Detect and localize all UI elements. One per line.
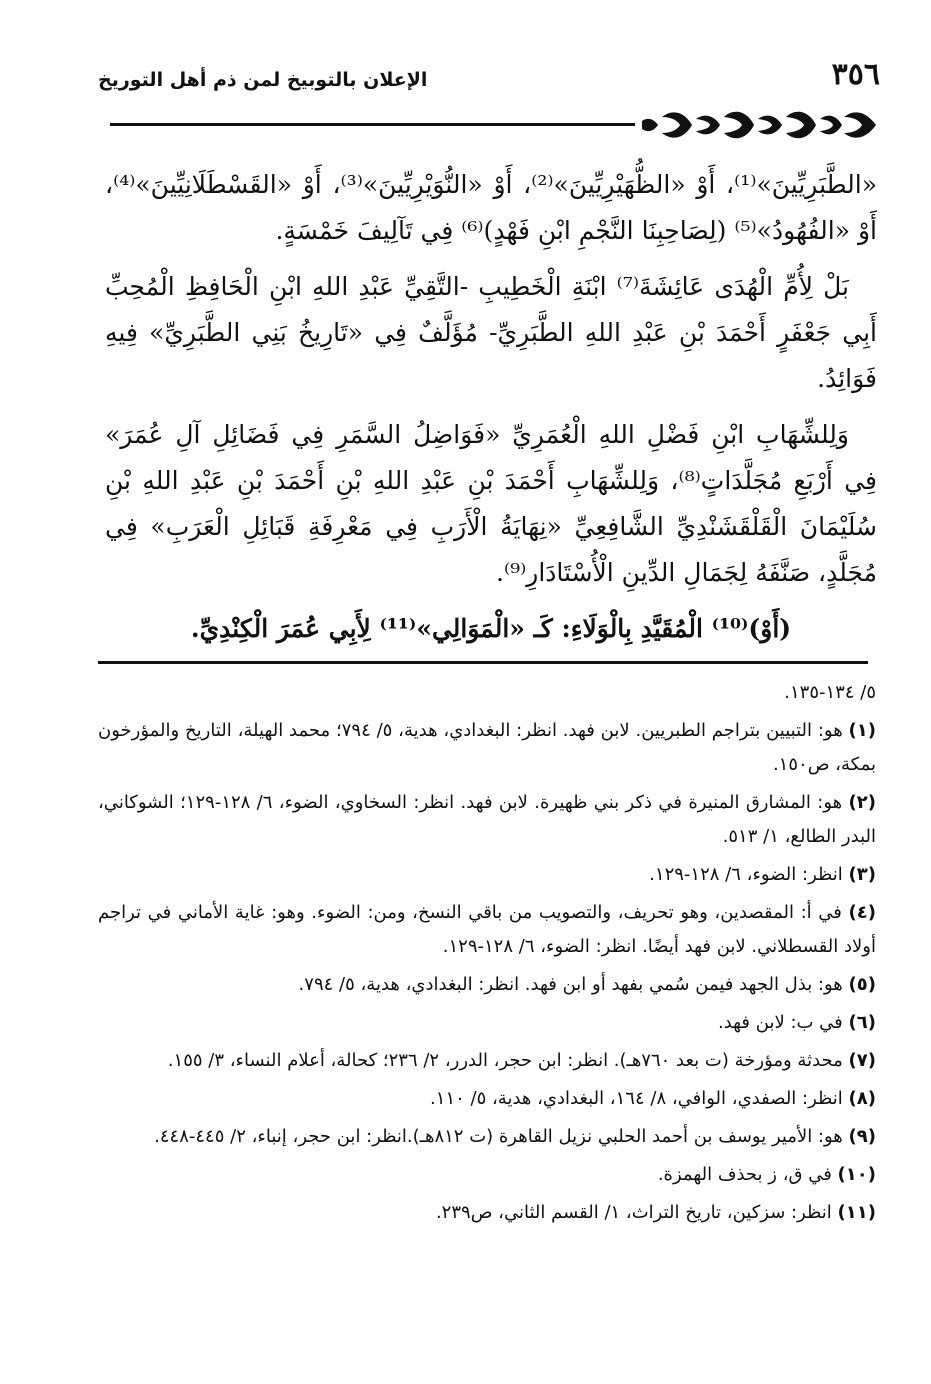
footnote-number: (١٠) — [837, 1164, 876, 1185]
footnote — [98, 1044, 876, 1078]
footnote — [98, 1006, 876, 1040]
footnote — [98, 1158, 876, 1192]
footnote-carryover: ٥/ ١٣٤-١٣٥. — [784, 682, 876, 703]
footnote-number: (٨) — [848, 1088, 876, 1109]
body-paragraph: وَلِلشِّهَابِ ابْنِ فَضْلِ اللهِ الْعُمَرِيِّ «فَوَاضِلُ السَّمَرِ فِي فَضَائِلِ آلِ عُمَرَ» فِي أَرْبَعِ مُجَلَّدَاتٍ⁽⁸⁾، وَلِلشِّهَابِ أَحْمَدَ بْنِ عَبْدِ اللهِ بْنِ أَحْمَدَ بْنِ عَبْدِ اللهِ بْنِ سُلَيْمَانَ الْقَلْقَشَنْدِيِّ الشَّافِعِيِّ «نِهَايَةُ الْأَرَبِ فِي مَعْرِفَةِ قَبَائِلِ الْعَرَبِ» فِي مُجَلَّدٍ، صَنَّفَهُ لِجَمَالِ الدِّينِ الْأُسْتَادَارِ⁽⁹⁾. — [105, 420, 877, 587]
footnote — [98, 896, 876, 964]
footnote-number: (٣) — [848, 864, 876, 885]
footnote-text: في ب: لابن فهد. — [717, 1012, 843, 1033]
body-paragraph: «الطَّبَرِيِّينَ»⁽¹⁾، أَوْ «الظُّهَيْرِيِّينَ»⁽²⁾، أَوْ «النُّوَيْرِيِّينَ»⁽³⁾، أَوْ «القَسْطَلَانِيِّينَ»⁽⁴⁾، أَوْ «الفُهُودُ»⁽⁵⁾ (لِصَاحِبِنَا النَّجْمِ ابْنِ فَهْدٍ)⁽⁶⁾ فِي تَآلِيفَ خَمْسَةٍ. — [105, 170, 877, 245]
footnote-number: (٤) — [848, 902, 876, 923]
footnote — [98, 968, 876, 1002]
footnote-text: في أ: المقصدين، وهو تحريف، والتصويب من باقي النسخ، ومن: الضوء. وهو: غاية الأماني في تراجم أولاد القسطلاني. لابن فهد أيضًا. انظر: الضوء، ٦/ ١٢٨-١٢٩. — [98, 902, 876, 957]
footnote-number: (٩) — [848, 1126, 876, 1147]
footnote — [98, 1082, 876, 1116]
footnote-text: انظر: سزكين، تاريخ التراث، ١/ القسم الثاني، ص٢٣٩. — [435, 1202, 832, 1223]
section-subheading: (أَوْ)⁽¹⁰⁾ الْمُقَيَّدِ بِالْوَلَاءِ: كَـ «الْمَوَالِي»⁽¹¹⁾ لِأَبِي عُمَرَ الْكِنْدِيِّ. — [190, 614, 792, 643]
header-rule — [110, 123, 635, 126]
footnote-text: هو: التبيين بتراجم الطبريين. لابن فهد. انظر: البغدادي، هدية، ٥/ ٧٩٤؛ محمد الهيلة، التاريخ والمؤرخون بمكة، ص١٥٠. — [98, 720, 876, 775]
footnote-text: هو: الأمير يوسف بن أحمد الحلبي نزيل القاهرة (ت ٨١٢هـ).انظر: ابن حجر، إنباء، ٢/ ٤٤٥-٤٤٨. — [154, 1126, 843, 1147]
footnote — [98, 786, 876, 854]
page-header — [98, 55, 880, 145]
footnote-text: محدثة ومؤرخة (ت بعد ٧٦٠هـ). انظر: ابن حجر، الدرر، ٢/ ٢٣٦؛ كحالة، أعلام النساء، ٣/ ١٥٥. — [167, 1050, 843, 1071]
footnotes — [98, 676, 876, 1234]
footnote-text: في ق، ز بحذف الهمزة. — [657, 1164, 832, 1185]
footnote-number: (١) — [848, 720, 876, 741]
footnote-text: انظر: الضوء، ٦/ ١٢٨-١٢٩. — [649, 864, 843, 885]
footnote — [98, 714, 876, 782]
footnote-number: (٧) — [848, 1050, 876, 1071]
footnote — [98, 858, 876, 892]
footnote-text: انظر: الصفدي، الوافي، ٨/ ١٦٤، البغدادي، هدية، ٥/ ١١٠. — [430, 1088, 843, 1109]
running-title: الإعلان بالتوبيخ لمن ذم أهل التوريخ — [98, 69, 428, 91]
page-number: ٣٥٦ — [831, 57, 880, 92]
footnote-number: (١١) — [837, 1202, 876, 1223]
ornament-border — [640, 103, 880, 147]
footnote — [98, 1120, 876, 1154]
footnote-number: (٥) — [848, 974, 876, 995]
footnote-text: هو: بذل الجهد فيمن سُمي بفهد أو ابن فهد. انظر: البغدادي، هدية، ٥/ ٧٩٤. — [298, 974, 843, 995]
footnote — [98, 1196, 876, 1230]
body-paragraph: بَلْ لِأُمِّ الْهُدَى عَائِشَةَ⁽⁷⁾ ابْنَةِ الْخَطِيبِ -التَّقِيِّ عَبْدِ اللهِ ابْنِ الْحَافِظِ الْمُحِبِّ أَبِي جَعْفَرٍ أَحْمَدَ بْنِ عَبْدِ اللهِ الطَّبَرِيِّ- مُؤَلَّفٌ فِي «تَارِيخُ بَنِي الطَّبَرِيِّ» فِيهِ فَوَائِدُ. — [105, 272, 877, 393]
footnote-text: هو: المشارق المنيرة في ذكر بني ظهيرة. لابن فهد. انظر: السخاوي، الضوء، ٦/ ١٢٨-١٢٩؛ الشوكاني، البدر الطالع، ١/ ٥١٣. — [98, 792, 876, 847]
main-text — [105, 162, 877, 652]
footnote-number: (٦) — [848, 1012, 876, 1033]
footnote-separator — [98, 661, 868, 664]
footnote-number: (٢) — [848, 792, 876, 813]
